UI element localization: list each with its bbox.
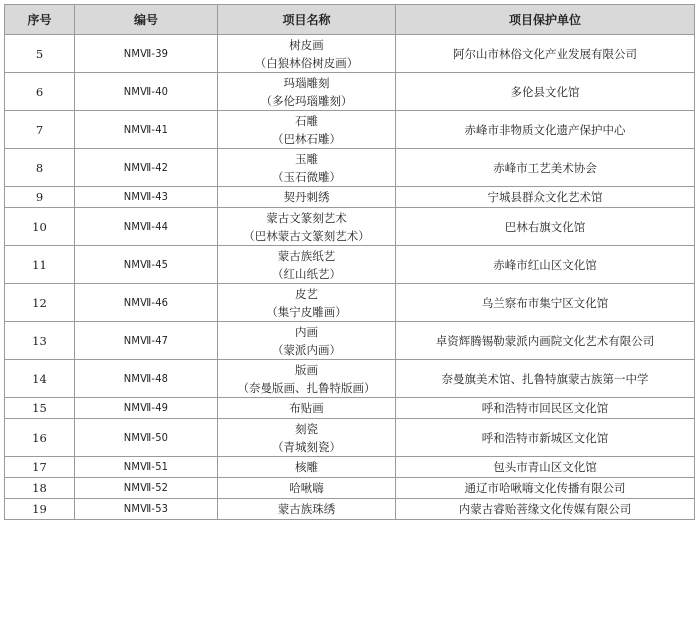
project-name-main: 树皮画	[289, 37, 324, 52]
table-row	[5, 35, 695, 73]
table-header-row	[5, 5, 695, 35]
cell-seq: 8	[5, 149, 75, 187]
cell-project-name	[218, 457, 396, 478]
header-seq: 序号	[5, 5, 75, 35]
project-name-main: 玉雕	[295, 151, 318, 166]
cell-project-name	[218, 478, 396, 499]
cell-code: NMⅦ-44	[75, 208, 218, 246]
cell-protection-unit: 赤峰市非物质文化遗产保护中心	[396, 111, 695, 149]
cell-seq: 13	[5, 322, 75, 360]
table-row	[5, 111, 695, 149]
cell-code: NMⅦ-48	[75, 360, 218, 398]
cell-seq: 19	[5, 499, 75, 520]
project-name-main: 蒙古文篆刻艺术	[266, 210, 347, 225]
cell-code: NMⅦ-39	[75, 35, 218, 73]
cell-code: NMⅦ-43	[75, 187, 218, 208]
cell-code: NMⅦ-45	[75, 246, 218, 284]
project-name-main: 内画	[295, 324, 318, 339]
project-name-sub: （巴林石雕）	[272, 131, 341, 146]
table-row	[5, 208, 695, 246]
cell-seq: 18	[5, 478, 75, 499]
table-row	[5, 187, 695, 208]
table-row	[5, 499, 695, 520]
table-row	[5, 284, 695, 322]
cell-protection-unit: 阿尔山市林俗文化产业发展有限公司	[396, 35, 695, 73]
header-project-name: 项目名称	[218, 5, 396, 35]
project-name-sub: （多伦玛瑙雕刻）	[260, 93, 353, 108]
project-name-main: 石雕	[295, 113, 318, 128]
cell-protection-unit: 赤峰市红山区文化馆	[396, 246, 695, 284]
cell-protection-unit: 奈曼旗美术馆、扎鲁特旗蒙古族第一中学	[396, 360, 695, 398]
cell-protection-unit: 巴林右旗文化馆	[396, 208, 695, 246]
cell-seq: 9	[5, 187, 75, 208]
cell-code: NMⅦ-47	[75, 322, 218, 360]
header-protection-unit: 项目保护单位	[396, 5, 695, 35]
table-row	[5, 419, 695, 457]
project-name-main: 蒙古族珠绣	[277, 502, 336, 516]
project-name-main: 契丹刺绣	[283, 190, 330, 204]
table-row	[5, 149, 695, 187]
cell-protection-unit: 多伦县文化馆	[396, 73, 695, 111]
cell-protection-unit: 卓资辉腾锡勒蒙派内画院文化艺术有限公司	[396, 322, 695, 360]
cell-project-name	[218, 499, 396, 520]
cell-project-name	[218, 322, 396, 360]
project-name-main: 哈啾嗨	[289, 481, 324, 495]
cell-code: NMⅦ-40	[75, 73, 218, 111]
heritage-project-table	[4, 4, 695, 520]
cell-protection-unit: 通辽市哈啾嗨文化传播有限公司	[396, 478, 695, 499]
cell-seq: 17	[5, 457, 75, 478]
cell-protection-unit: 赤峰市工艺美术协会	[396, 149, 695, 187]
project-name-main: 刻瓷	[295, 421, 318, 436]
cell-protection-unit: 乌兰察布市集宁区文化馆	[396, 284, 695, 322]
table-body	[5, 35, 695, 520]
table-row	[5, 73, 695, 111]
cell-project-name	[218, 419, 396, 457]
project-name-sub: （玉石微雕）	[272, 169, 341, 184]
table-row	[5, 246, 695, 284]
project-name-sub: （集宁皮雕画）	[266, 304, 347, 319]
cell-seq: 6	[5, 73, 75, 111]
cell-seq: 14	[5, 360, 75, 398]
project-name-sub: （巴林蒙古文篆刻艺术）	[243, 228, 370, 243]
cell-protection-unit: 内蒙古睿贻菩缘文化传媒有限公司	[396, 499, 695, 520]
cell-project-name	[218, 284, 396, 322]
cell-protection-unit: 包头市青山区文化馆	[396, 457, 695, 478]
project-name-sub: （红山纸艺）	[272, 266, 341, 281]
cell-code: NMⅦ-53	[75, 499, 218, 520]
cell-seq: 11	[5, 246, 75, 284]
cell-protection-unit: 呼和浩特市新城区文化馆	[396, 419, 695, 457]
cell-seq: 12	[5, 284, 75, 322]
cell-project-name	[218, 398, 396, 419]
cell-seq: 7	[5, 111, 75, 149]
project-name-main: 玛瑙雕刻	[283, 75, 330, 90]
cell-project-name	[218, 187, 396, 208]
cell-project-name	[218, 73, 396, 111]
project-name-main: 蒙古族纸艺	[277, 248, 336, 263]
project-name-main: 布贴画	[289, 401, 324, 415]
cell-protection-unit: 宁城县群众文化艺术馆	[396, 187, 695, 208]
cell-project-name	[218, 208, 396, 246]
cell-project-name	[218, 35, 396, 73]
cell-code: NMⅦ-42	[75, 149, 218, 187]
table-row	[5, 457, 695, 478]
cell-protection-unit: 呼和浩特市回民区文化馆	[396, 398, 695, 419]
table-row	[5, 322, 695, 360]
cell-project-name	[218, 111, 396, 149]
cell-seq: 16	[5, 419, 75, 457]
cell-code: NMⅦ-51	[75, 457, 218, 478]
table-row	[5, 398, 695, 419]
cell-code: NMⅦ-52	[75, 478, 218, 499]
table-row	[5, 360, 695, 398]
cell-project-name	[218, 149, 396, 187]
cell-seq: 10	[5, 208, 75, 246]
cell-code: NMⅦ-41	[75, 111, 218, 149]
project-name-sub: （奈曼版画、扎鲁特版画）	[237, 380, 376, 395]
cell-code: NMⅦ-49	[75, 398, 218, 419]
project-name-main: 核雕	[295, 460, 318, 474]
project-name-main: 皮艺	[295, 286, 318, 301]
project-name-sub: （蒙派内画）	[272, 342, 341, 357]
table-row	[5, 478, 695, 499]
project-name-sub: （白狼林俗树皮画）	[254, 55, 359, 70]
cell-seq: 15	[5, 398, 75, 419]
cell-seq: 5	[5, 35, 75, 73]
project-name-sub: （青城刻瓷）	[272, 439, 341, 454]
cell-code: NMⅦ-46	[75, 284, 218, 322]
cell-project-name	[218, 360, 396, 398]
cell-project-name	[218, 246, 396, 284]
header-code: 编号	[75, 5, 218, 35]
project-name-main: 版画	[295, 362, 318, 377]
cell-code: NMⅦ-50	[75, 419, 218, 457]
